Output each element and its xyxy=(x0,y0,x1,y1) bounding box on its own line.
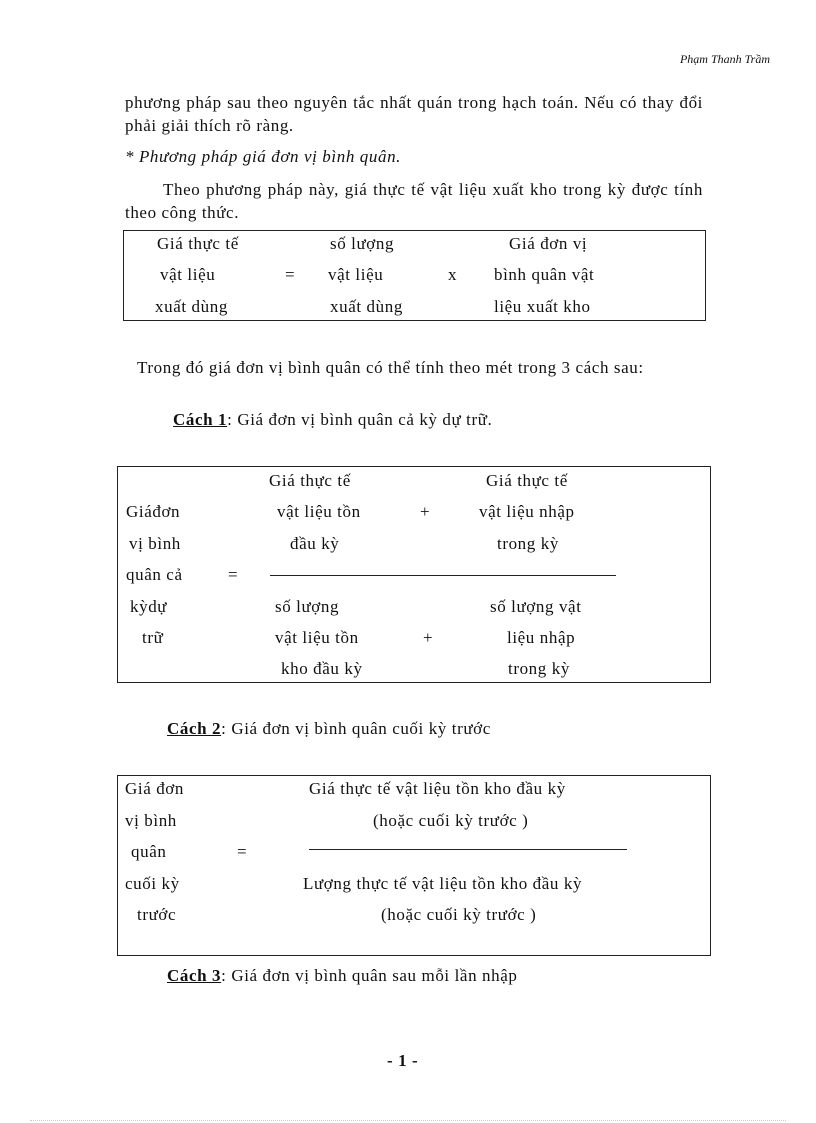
f1-left-line1: Giá thực tế xyxy=(157,234,239,253)
method2-text: : Giá đơn vị bình quân cuối kỳ trước xyxy=(221,719,491,738)
m1-num-a-line1: Giá thực tế xyxy=(269,471,351,490)
method3-label: Cách 3 xyxy=(167,966,222,985)
method1-label: Cách 1 xyxy=(173,410,228,429)
m1-den-a-line2: vật liệu tồn xyxy=(275,628,359,647)
method1-text: : Giá đơn vị bình quân cả kỳ dự trữ. xyxy=(227,410,493,429)
m1-den-b-line3: trong kỳ xyxy=(508,659,570,678)
m2-num-line1: Giá thực tế vật liệu tồn kho đầu kỳ xyxy=(309,779,566,798)
method-heading: * Phương pháp giá đơn vị bình quân. xyxy=(125,147,402,166)
f1-left-line2: vật liệu xyxy=(160,265,216,284)
f1-mid-line1: số lượng xyxy=(330,234,395,253)
m1-den-b-line2: liệu nhập xyxy=(507,628,576,647)
m2-den-line2: (hoặc cuối kỳ trước ) xyxy=(381,905,537,924)
m1-left-line5: trữ xyxy=(142,628,164,647)
m1-den-plus: + xyxy=(423,628,434,647)
f1-times: x xyxy=(448,265,458,284)
m1-left-line4: kỳdự xyxy=(130,597,168,616)
m2-left-line1: Giá đơn xyxy=(125,779,184,798)
intro-paragraph: phương pháp sau theo nguyên tắc nhất quán trong hạch toán. Nếu có thay đổi phải giải thích rõ ràng. xyxy=(125,93,703,135)
m1-den-b-line1: số lượng vật xyxy=(490,597,582,616)
methods-intro-paragraph: Trong đó giá đơn vị bình quân có thể tính theo mét trong 3 cách sau: xyxy=(137,358,644,377)
m1-left-line3: quân cả xyxy=(126,565,183,584)
method2-heading xyxy=(167,719,491,739)
m1-left-line2: vị bình xyxy=(129,534,181,553)
m1-left-line1: Giáđơn xyxy=(126,502,181,521)
f1-right-line2: bình quân vật xyxy=(494,265,595,284)
m2-left-line4: cuối kỳ xyxy=(125,874,180,893)
m1-fraction-bar xyxy=(270,575,616,576)
m1-num-a-line3: đầu kỳ xyxy=(290,534,340,553)
f1-right-line1: Giá đơn vị xyxy=(509,234,588,253)
m2-fraction-bar xyxy=(309,849,627,850)
f1-mid-line2: vật liệu xyxy=(328,265,384,284)
m1-equals: = xyxy=(228,565,239,584)
page-bottom-rule xyxy=(30,1120,786,1121)
formula-intro-paragraph: Theo phương pháp này, giá thực tế vật liệu xuất kho trong kỳ được tính theo công thức. xyxy=(125,180,703,222)
m2-num-line2: (hoặc cuối kỳ trước ) xyxy=(373,811,529,830)
method3-heading xyxy=(167,966,517,986)
f1-mid-line3: xuất dùng xyxy=(330,297,403,316)
m2-den-line1: Lượng thực tế vật liệu tồn kho đầu kỳ xyxy=(303,874,583,893)
m1-den-a-line3: kho đầu kỳ xyxy=(281,659,363,678)
m1-num-b-line2: vật liệu nhập xyxy=(479,502,575,521)
m2-equals: = xyxy=(237,842,248,861)
author-header: Phạm Thanh Trầm xyxy=(679,52,770,66)
m2-left-line5: trước xyxy=(137,905,177,924)
m2-left-line2: vị bình xyxy=(125,811,177,830)
formula-box-method2 xyxy=(117,775,711,956)
method2-label: Cách 2 xyxy=(167,719,222,738)
f1-left-line3: xuất dùng xyxy=(155,297,228,316)
m2-left-line3: quân xyxy=(131,842,167,861)
method1-heading xyxy=(173,410,492,430)
m1-num-b-line3: trong kỳ xyxy=(497,534,559,553)
m1-den-a-line1: số lượng xyxy=(275,597,340,616)
m1-num-a-line2: vật liệu tồn xyxy=(277,502,361,521)
method3-text: : Giá đơn vị bình quân sau mỗi lần nhập xyxy=(221,966,518,985)
m1-num-plus: + xyxy=(420,502,431,521)
f1-right-line3: liệu xuất kho xyxy=(494,297,591,316)
page-number: - 1 - xyxy=(387,1051,419,1070)
m1-num-b-line1: Giá thực tế xyxy=(486,471,568,490)
f1-equals: = xyxy=(285,265,296,284)
